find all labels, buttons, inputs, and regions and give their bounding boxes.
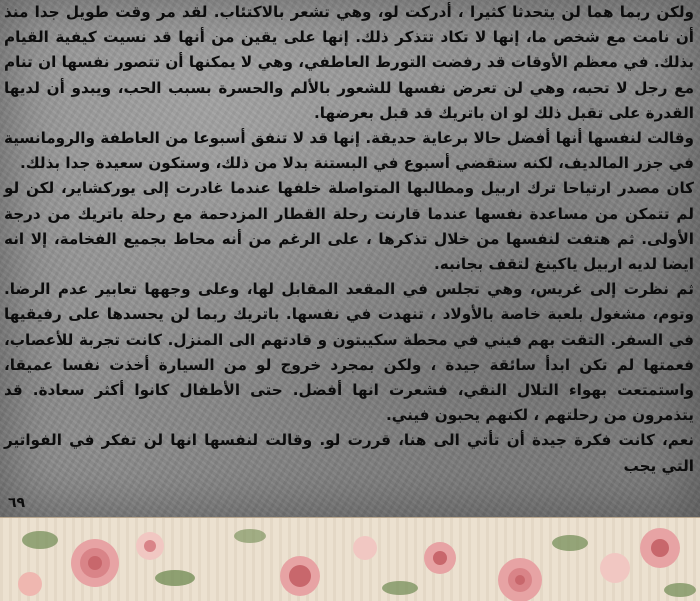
paragraph-1: ولكن ربما هما لن يتحدثا كثيرا ، أدركت لو، وهي تشعر بالاكتئاب. لقد مر وقت طويل جدا منذ أن نامت مع شخص ما، إنها لا تكاد تتذكر ذلك. إنها على يقين من أنها قد نسيت كيفية القيام بذلك. في معظم الأوقات قد رفضت التورط العاطفي، وهي لا يمكنها أن تتصور نفسها ان تنام مع رجل لا تحبه، وهي لن تعرض نفسها للشعور بالألم والحسرة بسبب الحب، ويبدو أن لديها القدرة على تقبل ذلك لو ان باتريك قد قبل بعرضها.	[4, 3, 694, 122]
flower-cluster-left	[18, 531, 195, 596]
body-text	[4, 0, 694, 479]
floral-pattern-image	[0, 518, 700, 601]
paragraph-5: نعم، كانت فكرة جيدة أن تأتي الى هنا، قررت لو. وقالت لنفسها انها لن تفكر في الفواتير التي يجب	[4, 431, 694, 475]
paragraph-4: ثم نظرت إلى غريس، وهي تجلس في المقعد المقابل لها، وعلى وجهها تعابير عدم الرضا. وتوم، مشغول بلعبة خاصة بالأولاد ، تنهدت في نفسها. باتريك ربما لن يحسدها على رفيقيها في السفر. التقت بهم فيني في محطة سكيبتون و قادتهم الى المنزل. كانت تجربة للأعصاب، فعمتها لم تكن ابدأ سائقة جيدة ، ولكن بمجرد خروج لو من السيارة أخذت نفسا عميقا، واستمتعت بهواء التلال النقي، فشعرت انها أفضل. حتى الأطفال كانوا أكثر سعادة. قد يتذمرون من رحلتهم ، لكنهم يحبون فيني.	[4, 280, 694, 425]
flower-cluster-right	[498, 528, 696, 601]
paragraph-3: كان مصدر ارتياحا ترك اربيل ومطالبها المتواصلة خلفها عندما غادرت إلى يوركشاير، لكن لو لم تتمكن من مساعدة نفسها عندما قارنت رحلة القطار المزدحمة مع رحلة باتريك من درجة الأولى. ثم هتفت لنفسها من خلال تذكرها ، على الرغم من أنه محاط بجميع الفخامة، إلا انه ايضا لديه اربيل ياكينغ لتقف بجانبه.	[4, 179, 694, 274]
paragraph-2: وقالت لنفسها أنها أفضل حالا برعاية حديقة. إنها قد لا تنفق أسبوعا من العاطفة والرومانسية في جزر المالديف، لكنه ستقضي أسبوع في البستنة بدلا من ذلك، وستكون سعيدة جدا بذلك.	[4, 129, 694, 173]
floral-border	[0, 517, 700, 601]
flower-cluster-middle	[234, 529, 456, 596]
page-number: ٦٩	[8, 495, 26, 511]
